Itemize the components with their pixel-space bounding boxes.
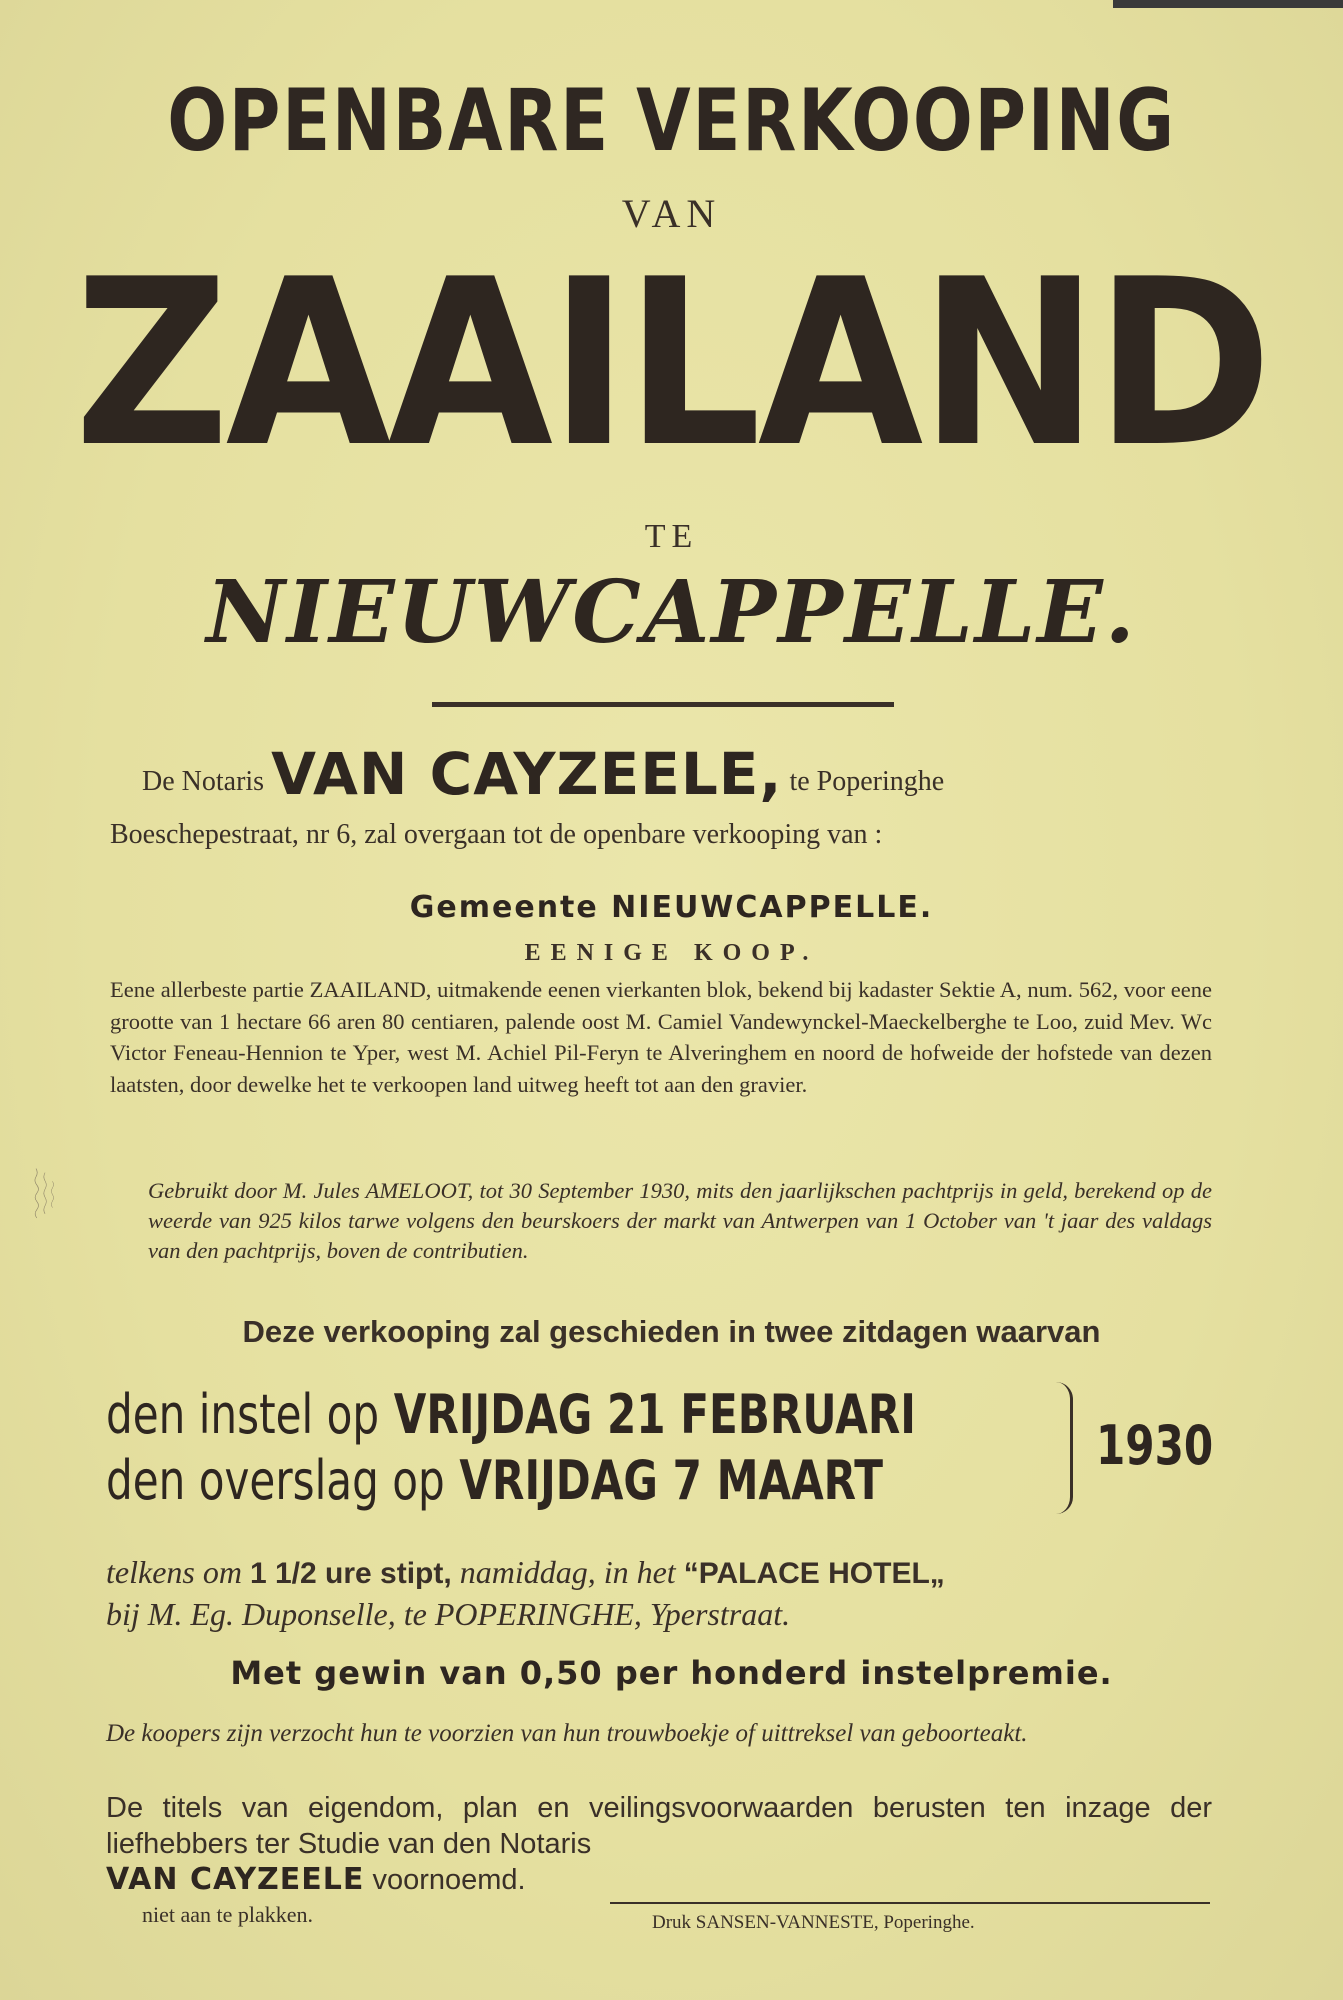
time-2: 1 1/2 ure stipt, [249,1557,452,1590]
sitting-intro: Deze verkooping zal geschieden in twee zitdagen waarvan [242,1314,1101,1349]
titles-text: De titels van eigendom, plan en veilingsvoorwaarden berusten ten inzage der liefhebbers ter Studie van den Notaris [106,1792,1212,1860]
divider-rule [432,702,894,707]
date-line-2 [106,1448,980,1514]
title-te: TE [644,518,699,555]
notary-line [142,740,1212,808]
titles-note [106,1790,1212,1898]
date1: VRIJDAG 21 FEBRUARI [393,1383,916,1446]
title-line-1: OPENBARE VERKOOPING [167,71,1176,171]
date2-pre: den overslag op [106,1449,445,1512]
time-and-place [106,1552,1216,1634]
buyers-note: De koopers zijn verzocht hun te voorzien van hun trouwboekje of uittreksel van geboorteakt. [106,1720,1028,1747]
time-3: namiddag, in het [459,1554,676,1590]
title-van: VAN [621,191,722,236]
year: 1930 [1096,1414,1214,1477]
date2: VRIJDAG 7 MAART [459,1449,883,1512]
premie-line: Met gewin van 0,50 per honderd instelpremie. [230,1654,1113,1692]
gemeente-heading: Gemeente NIEUWCAPPELLE. [409,890,934,925]
intro-text: Boeschepestraat, nr 6, zal overgaan tot de openbare verkooping van : [110,819,883,850]
top-edge-bar [1113,0,1343,8]
date-line-1 [106,1382,980,1448]
hotel-name: “PALACE HOTEL„ [683,1557,945,1590]
brace [1056,1382,1073,1514]
lot-description: Eene allerbeste partie ZAAILAND, uitmakende eenen vierkanten blok, bekend bij kadaster Sektie A, num. 562, voor eene grootte van 1 hectare 66 aren 80 centiaren, palende oost M. Camiel Vandewynckel-Maeckelberghe te Loo, zuid Mev. Wc Victor Feneau-Hennion te Yper, west M. Achiel Pil-Feryn te Alveringhem en noord de hofweide der hofstede van dezen laatsten, door dewelke het te verkoopen land uitweg heeft tot aan den gravier. [110,977,1212,1097]
time-1: telkens om [106,1554,242,1590]
notary-pre: De Notaris [142,766,265,797]
notary-post: te Poperinghe [789,766,945,797]
no-paste-note: niet aan te plakken. [142,1902,314,1927]
date1-pre: den instel op [106,1383,380,1446]
eenige-koop-heading: EENIGE KOOP. [524,940,819,966]
notary-name: VAN CAYZEELE, [271,740,783,808]
handwritten-annotation [0,1150,128,1220]
printer-credit: Druk SANSEN-VANNESTE, Poperinghe. [652,1912,975,1933]
sale-dates [106,1382,1226,1514]
hotel-line-2: bij M. Eg. Duponselle, te POPERINGHE, Yperstraat. [106,1596,791,1632]
titles-name: VAN CAYZEELE [106,1862,365,1897]
usage-text: Gebruikt door M. Jules AMELOOT, tot 30 September 1930, mits den jaarlijkschen pachtprijs in geld, berekend op de weerde van 925 kilos tarwe volgens den beurskoers der markt van Antwerpen van 1 October van 't jaar des valdags van den pachtprijs, boven de contributien. [148,1178,1212,1263]
footer-rule [610,1902,1210,1904]
title-main: ZAAILAND [74,231,1269,498]
title-place: NIEUWCAPPELLE. [206,562,1137,663]
titles-end: voornoemd. [372,1864,526,1896]
